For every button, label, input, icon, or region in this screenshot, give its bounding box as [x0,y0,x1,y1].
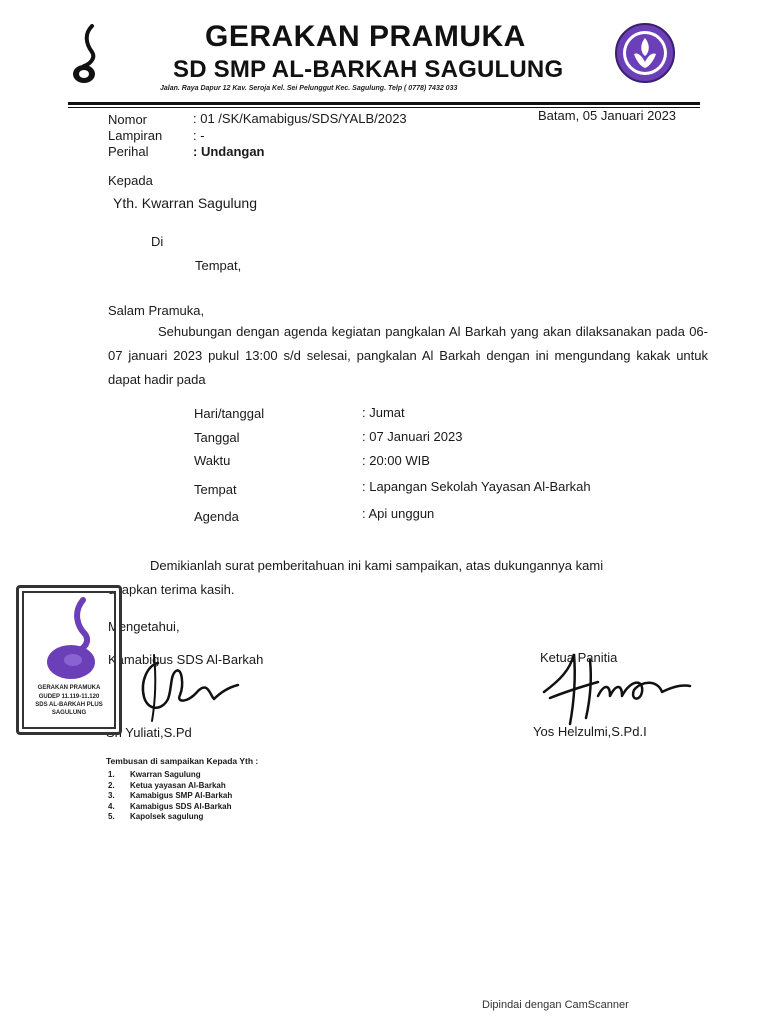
closing-line-1: Demikianlah surat pemberitahuan ini kami sampaikan, atas dukungannya kami [150,558,604,573]
detail-value-agenda: : Api unggun [362,506,435,521]
organization-title: GERAKAN PRAMUKA [205,20,526,53]
list-item [108,770,232,781]
kepada-label: Kepada [108,173,153,188]
left-signature [118,645,248,725]
greeting: Salam Pramuka, [108,303,205,318]
tembusan-list [108,770,232,823]
official-stamp [16,585,122,735]
mengetahui-label: Mengetahui, [108,619,180,634]
di-label: Di [151,234,164,249]
list-item-number: 2. [108,780,115,790]
detail-label-agenda: Agenda [194,509,239,524]
left-signer-name: Sri Yuliati,S.Pd [106,725,192,740]
tempat-label: Tempat, [195,258,242,273]
list-item-text: Kwarran Sagulung [130,770,201,779]
invitation-paragraph-text: Sehubungan dengan agenda kegiatan pangkalan Al Barkah yang akan dilaksanakan pada 06-07 januari 2023 pukul 13:00 s/d selesai, pangkalan Al Barkah dengan ini mengundang kakak untuk dapat hadir pada [108,324,708,387]
left-signer-title: Kamabigus SDS Al-Barkah [108,652,264,667]
stamp-line-1: GERAKAN PRAMUKA [37,685,101,691]
list-item [108,791,232,802]
detail-label-waktu: Waktu [194,453,231,468]
detail-label-hari: Hari/tanggal [194,406,265,421]
detail-value-waktu: : 20:00 WIB [362,453,430,468]
invitation-paragraph [108,320,708,392]
tembusan-title: Tembusan di sampaikan Kepada Yth : [106,756,259,766]
list-item-text: Ketua yayasan Al-Barkah [130,780,226,790]
perihal-label: Perihal [108,144,149,159]
list-item-text: Kamabigus SDS Al-Barkah [130,801,232,811]
place-date: Batam, 05 Januari 2023 [538,108,677,123]
right-signer-name: Yos Helzulmi,S.Pd.I [533,724,647,739]
pramuka-emblem-right [614,22,676,84]
right-signature [530,640,700,730]
list-item-number: 4. [108,801,115,811]
list-item-number: 5. [108,812,115,821]
camscanner-watermark: Dipindai dengan CamScanner [482,999,629,1011]
list-item-text: Kapolsek sagulung [130,812,204,821]
detail-label-tempat: Tempat [194,482,237,497]
list-item [108,802,232,813]
list-item-number: 1. [108,770,115,779]
letterhead-rule-thick [68,102,700,105]
school-name: SD SMP AL-BARKAH SAGULUNG [173,56,564,83]
nomor-value: : 01 /SK/Kamabigus/SDS/YALB/2023 [193,111,407,126]
lampiran-value: : - [193,128,205,143]
recipient-name: Yth. Kwarran Sagulung [113,195,257,211]
stamp-emblem-icon [39,596,109,684]
stamp-line-3: SDS AL-BARKAH PLUS [35,702,103,708]
nomor-label: Nomor [108,112,148,127]
detail-label-tanggal: Tanggal [194,430,240,445]
detail-value-tanggal: : 07 Januari 2023 [362,429,463,444]
school-address: Jalan. Raya Dapur 12 Kav. Seroja Kel. Sei Pelunggut Kec. Sagulung. Telp ( 0778) 7432 033 [160,85,458,92]
lampiran-label: Lampiran [108,128,163,143]
list-item [108,812,232,823]
perihal-value: : Undangan [193,144,265,159]
closing-line-2: ucapkan terima kasih. [108,582,235,597]
detail-value-hari: : Jumat [362,405,405,420]
right-signer-title: Ketua Panitia [540,650,618,665]
detail-value-tempat: : Lapangan Sekolah Yayasan Al-Barkah [362,479,591,494]
tunas-kelapa-logo-left [70,24,106,88]
stamp-line-2: GUDEP 11.119-11.120 [38,694,100,700]
list-item [108,781,232,792]
list-item-number: 3. [108,791,115,800]
stamp-line-4: SAGULUNG [51,710,87,716]
list-item-text: Kamabigus SMP Al-Barkah [130,791,233,800]
